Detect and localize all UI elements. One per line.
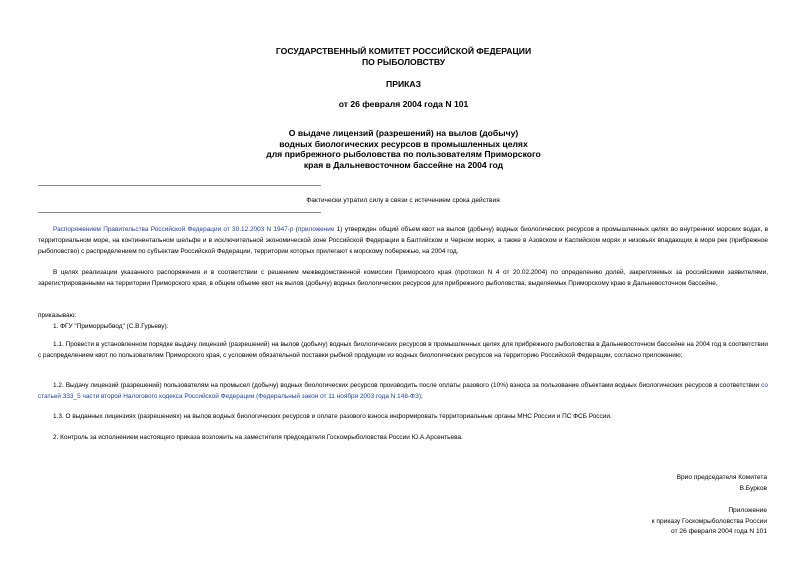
item-1-2-end: ; — [420, 393, 423, 401]
paragraph-item-1: 1. ФГУ "Приморрыбвод" (С.В.Гурьеву): — [53, 323, 169, 330]
preamble-text-rest: 1) утвержден общий объем квот на вылов (добычу) водных биологических ресурсов в промышленных целях во внутренних морских водах, в территориальном море, на континентальном шельфе и в исключительной экономической зоне Российской Федерации в Балтийском и Черном морях, а также в Азовском и Каспийском морях и низовьях впадающих в моря рек (прибрежное рыболовство) с распределением по субъектам Российской Федерации, территории которых прилегают к морскому побережью, на 2004 год. — [38, 226, 768, 256]
link-tax-code-article[interactable]: со статьей 333_5 части второй Налогового кодекса Российской Федерации (Федеральный закон от 11 ноября 2003 года N 148-ФЗ) — [38, 382, 768, 401]
paragraph-preamble-1 — [38, 224, 768, 258]
status-note: Фактически утратил силу в связи с истечением срока действия — [306, 197, 500, 204]
signature-name: В.Бурков — [739, 484, 767, 492]
paragraph-item-2: 2. Контроль за исполнением настоящего приказа возложить на заместителя председателя Госкомрыболовства России Ю.А.Арсентьева. — [53, 434, 463, 441]
title-line-3: для прибрежного рыболовства по пользователям Приморского — [266, 149, 541, 159]
doc-type: ПРИКАЗ — [386, 79, 421, 89]
signature-position: Врио председателя Комитета — [676, 474, 767, 481]
doc-date-number: от 26 февраля 2004 года N 101 — [338, 99, 469, 109]
issuer-line-2: ПО РЫБОЛОВСТВУ — [361, 56, 446, 67]
title-line-4: края в Дальневосточном бассейне на 2004 год — [303, 159, 504, 170]
appendix-reference — [467, 506, 767, 538]
doc-title — [0, 128, 807, 170]
paragraph-preamble-2: В целях реализации указанного распоряжения и в соответствии с решением межведомственной комиссии Приморского края (протокол N 4 от 20.02.2004) по определению долей, закрепляемых за российскими заявителями, зарегистрированными на территории Приморского края, в общем объеме квот на вылов (добычу) водных биологических ресурсов для прибрежного рыболовства, выделяемых Приморскому краю в Дальневосточном бассейне, — [38, 269, 768, 288]
preamble-text-paren: ( — [293, 226, 298, 233]
paragraph-item-1-3: 1.3. О выданных лицензиях (разрешениях) на вылов водных биологических ресурсов и оплате разового взноса информировать территориальные органы МНС России и ПС ФСБ России. — [53, 413, 612, 420]
issuer-heading — [0, 46, 807, 67]
divider-bottom — [38, 212, 321, 213]
item-1-2-text: 1.2. Выдачу лицензий (разрешений) пользователям на промысел (добычу) водных биологических ресурсов производить после оплаты разового (10%) взноса за пользование объектами водных биологических ресурсов в соответствии — [53, 382, 762, 389]
link-appendix[interactable]: приложение — [297, 226, 335, 233]
link-government-order[interactable]: Распоряжением Правительства Российской Федерации от 30.12.2003 N 1947-р — [53, 226, 294, 233]
appendix-line-3: от 26 февраля 2004 года N 101 — [671, 528, 767, 536]
issuer-line-1: ГОСУДАРСТВЕННЫЙ КОМИТЕТ РОССИЙСКОЙ ФЕДЕРАЦИИ — [275, 46, 532, 56]
title-line-1: О выдаче лицензий (разрешений) на вылов (добычу) — [288, 128, 519, 138]
signature-block — [467, 473, 767, 494]
paragraph-item-1-1: 1.1. Провести в установленном порядке выдачу лицензий (разрешений) на вылов (добычу) водных биологических ресурсов в промышленных целях для прибрежного рыболовства в Дальневосточном бассейне на 2004 год в соответствии с распределением квот по пользователям Приморского края, с условием обязательной поставки рыбной продукции из водных биологических ресурсов на территорию Российской Федерации, согласно приложению; — [38, 341, 768, 360]
order-word: приказываю: — [38, 312, 77, 319]
appendix-line-1: Приложение — [728, 507, 767, 514]
divider-top — [38, 185, 321, 186]
title-line-2: водных биологических ресурсов в промышленных целях — [279, 138, 528, 149]
appendix-line-2: к приказу Госкомрыболовства России — [651, 517, 767, 525]
paragraph-item-1-2 — [38, 380, 768, 402]
